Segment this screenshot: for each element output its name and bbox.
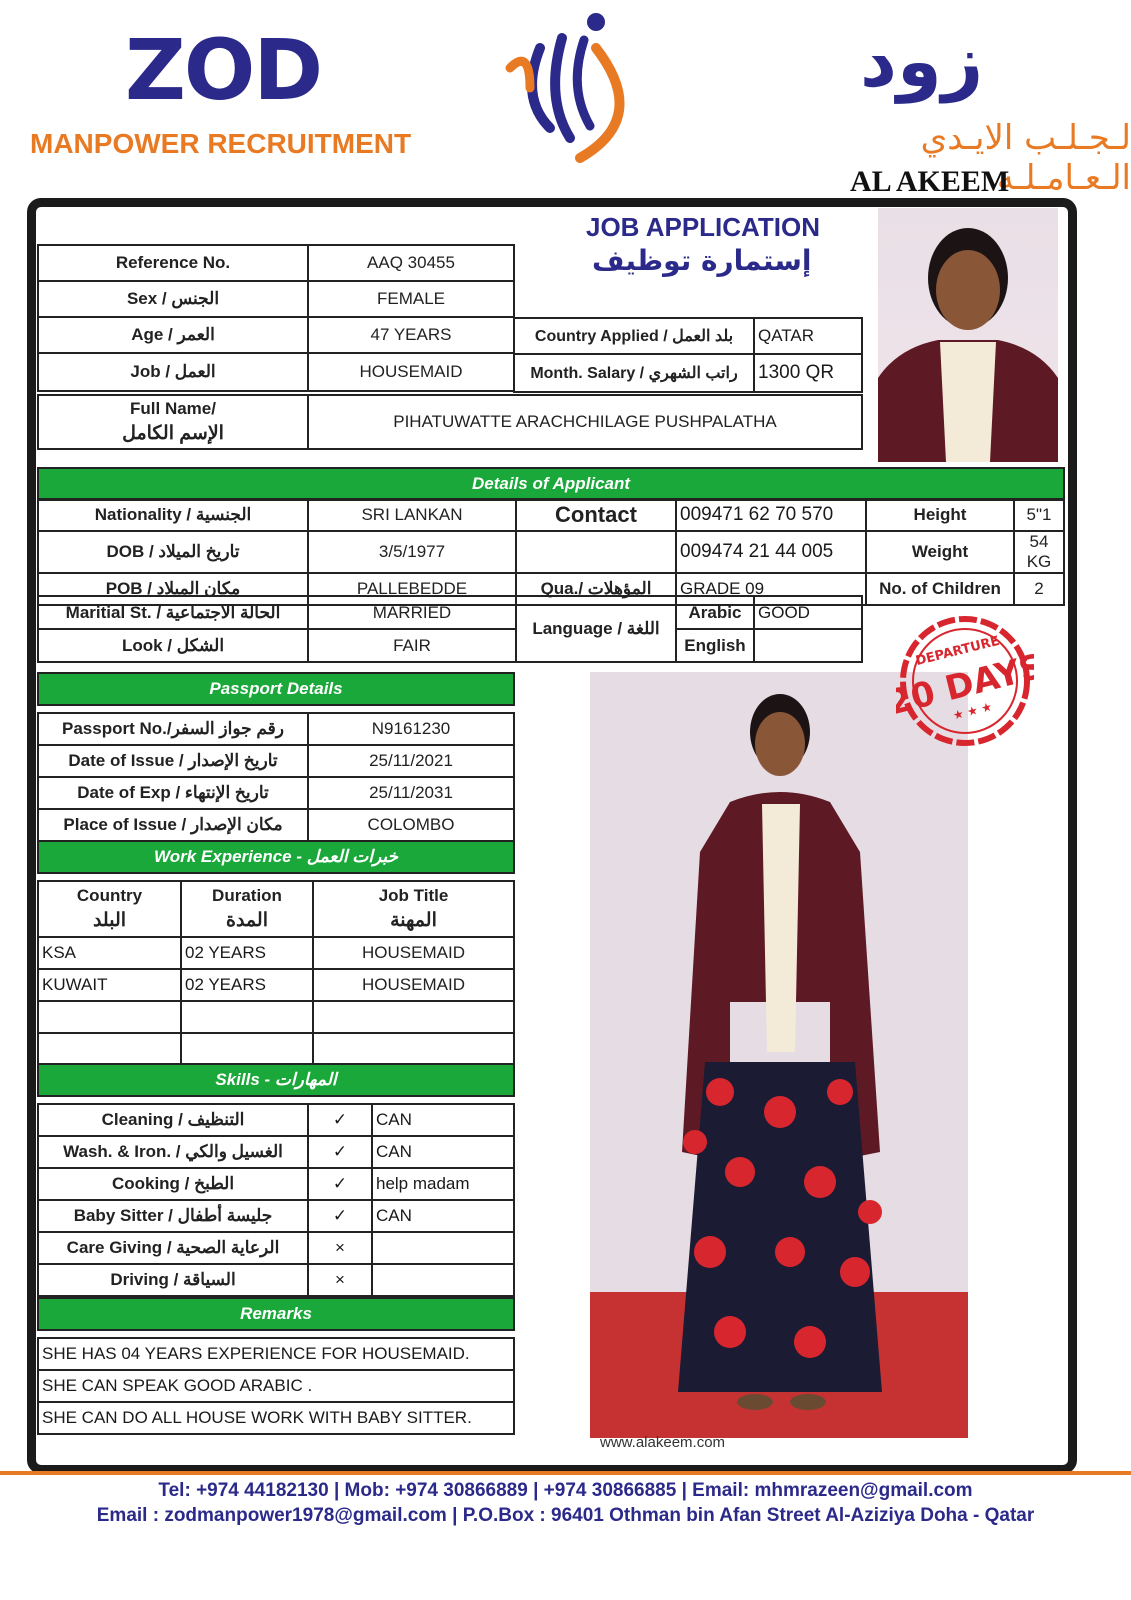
exp-job: HOUSEMAID — [313, 937, 514, 969]
stamp-main-text: 20 DAYS — [896, 646, 1034, 724]
table-row — [38, 1264, 514, 1296]
footer-address-line: Email : zodmanpower1978@gmail.com | P.O.Box : 96401 Othman bin Afan Street Al-Aziziya Doha - Qatar — [96, 1505, 1035, 1526]
experience-heading: Work Experience - خبرات العمل — [38, 841, 514, 873]
col-country — [38, 881, 181, 937]
english-label: English — [676, 629, 754, 662]
exp-duration: 02 YEARS — [181, 937, 313, 969]
footer-contact-line: Tel: +974 44182130 | Mob: +974 30866889 | +974 30866885 | Email: mhmrazeen@gmail.com — [158, 1480, 973, 1501]
col-job-ar: المهنة — [390, 909, 437, 931]
form-title: JOB APPLICATION — [586, 212, 821, 242]
footer-divider — [0, 1471, 1131, 1475]
nationality-value: SRI LANKAN — [308, 499, 516, 531]
passport-table — [37, 672, 515, 842]
qualification-label: Qua./ المؤهلات — [516, 573, 676, 605]
brand-arabic-subtitle: لـجـلـب الايـدي الـعـامـلـه — [920, 118, 1131, 198]
skill-label: Cooking / الطبخ — [38, 1168, 308, 1200]
table-row — [38, 1136, 514, 1168]
passport-place-label: Place of Issue / مكان الإصدار — [38, 809, 308, 841]
qualification-value: GRADE 09 — [676, 573, 866, 605]
fullname-value: PIHATUWATTE ARACHCHILAGE PUSHPALATHA — [308, 395, 862, 449]
passport-issue-value: 25/11/2021 — [308, 745, 514, 777]
fullname-label-ar: الإسم الكامل — [122, 422, 224, 444]
remarks-spacer — [38, 1330, 514, 1338]
marital-value: MARRIED — [308, 596, 516, 629]
list-item — [38, 1402, 514, 1434]
details-table — [37, 498, 1065, 606]
arabic-value: GOOD — [754, 596, 862, 629]
skill-label: Driving / السياقة — [38, 1264, 308, 1296]
skill-label: Care Giving / الرعاية الصحية — [38, 1232, 308, 1264]
brand-figure-logo — [500, 8, 640, 168]
passport-place-value: COLOMBO — [308, 809, 514, 841]
list-item — [38, 1338, 514, 1370]
stamp-top-text: DEPARTURE — [914, 633, 1002, 670]
exp-duration: 02 YEARS — [181, 969, 313, 1001]
remark-line: SHE CAN SPEAK GOOD ARABIC . — [38, 1370, 514, 1402]
skill-mark: ✓ — [308, 1104, 372, 1136]
table-row — [38, 1232, 514, 1264]
exp-country: KUWAIT — [38, 969, 181, 1001]
salary-label: Month. Salary / راتب الشهري — [514, 354, 754, 392]
exp-duration — [181, 1001, 313, 1033]
exp-country — [38, 1001, 181, 1033]
exp-duration — [181, 1033, 313, 1065]
children-value: 2 — [1014, 573, 1064, 605]
applicant-portrait-photo — [878, 208, 1058, 462]
fullname-label — [38, 395, 308, 449]
details-heading-label: Details of Applicant — [38, 468, 1064, 500]
col-duration-en: Duration — [212, 885, 282, 905]
passport-exp-value: 25/11/2031 — [308, 777, 514, 809]
language-label: Language / اللغة — [516, 596, 676, 662]
passport-exp-label: Date of Exp / تاريخ الإنتهاء — [38, 777, 308, 809]
skill-value — [372, 1232, 514, 1264]
details-table-lower — [37, 595, 863, 663]
skill-mark: × — [308, 1232, 372, 1264]
experience-table — [37, 840, 515, 1066]
stamp-star-icon: ★ ★ ★ — [951, 699, 994, 723]
table-row — [38, 1033, 514, 1065]
passport-no-value: N9161230 — [308, 713, 514, 745]
skill-mark: ✓ — [308, 1136, 372, 1168]
sex-value: FEMALE — [308, 281, 514, 317]
exp-job — [313, 1033, 514, 1065]
skill-mark: ✓ — [308, 1200, 372, 1232]
skill-value: help madam — [372, 1168, 514, 1200]
col-duration — [181, 881, 313, 937]
height-value: 5"1 — [1014, 499, 1064, 531]
skill-value: CAN — [372, 1200, 514, 1232]
applicant-full-photo — [590, 672, 968, 1438]
pob-label: POB / مكان الميلاد — [38, 573, 308, 605]
remarks-heading: Remarks — [38, 1298, 514, 1330]
remarks-table — [37, 1297, 515, 1435]
col-duration-ar: المدة — [226, 909, 268, 931]
skill-mark: ✓ — [308, 1168, 372, 1200]
arabic-label: Arabic — [676, 596, 754, 629]
pob-value: PALLEBEDDE — [308, 573, 516, 605]
reference-label: Reference No. — [38, 245, 308, 281]
sex-label: Sex / الجنس — [38, 281, 308, 317]
col-country-ar: البلد — [92, 909, 127, 931]
children-label: No. of Children — [866, 573, 1014, 605]
col-job — [313, 881, 514, 937]
english-value — [754, 629, 862, 662]
contact-value-1: 009471 62 70 570 — [676, 499, 866, 531]
look-value: FAIR — [308, 629, 516, 662]
skill-value: CAN — [372, 1104, 514, 1136]
skills-spacer — [38, 1096, 514, 1104]
skill-label: Baby Sitter / جليسة أطفال — [38, 1200, 308, 1232]
age-label: Age / العمر — [38, 317, 308, 353]
contact-label: Contact — [516, 499, 676, 531]
fullname-table — [37, 394, 863, 450]
stamp-graphic — [896, 612, 1034, 750]
exp-job — [313, 1001, 514, 1033]
exp-job: HOUSEMAID — [313, 969, 514, 1001]
skill-label: Wash. & Iron. / الغسيل والكي — [38, 1136, 308, 1168]
country-value: QATAR — [754, 318, 862, 354]
table-row — [38, 1001, 514, 1033]
brand-arabic-logo: زود — [860, 19, 984, 103]
departure-stamp — [896, 612, 1034, 750]
basic-info-table — [37, 244, 515, 392]
contact-value-2: 009474 21 44 005 — [676, 531, 866, 573]
skills-heading: Skills - المهارات — [38, 1064, 514, 1096]
website-url: www.alakeem.com — [600, 1434, 726, 1451]
table-row — [38, 1168, 514, 1200]
nationality-label: Nationality / الجنسية — [38, 499, 308, 531]
form-title-arabic: إستمارة توظيف — [592, 244, 812, 277]
passport-issue-label: Date of Issue / تاريخ الإصدار — [38, 745, 308, 777]
weight-value: 54 KG — [1014, 531, 1064, 573]
exp-country: KSA — [38, 937, 181, 969]
col-job-en: Job Title — [378, 885, 449, 905]
fullname-label-en: Full Name/ — [130, 398, 216, 418]
job-value: HOUSEMAID — [308, 353, 514, 391]
passport-no-label: Passport No./رقم جواز السفر — [38, 713, 308, 745]
details-heading — [37, 467, 1065, 501]
dob-value: 3/5/1977 — [308, 531, 516, 573]
table-row — [38, 937, 514, 969]
list-item — [38, 1370, 514, 1402]
skills-table — [37, 1063, 515, 1297]
country-label: Country Applied / بلد العمل — [514, 318, 754, 354]
experience-spacer — [38, 873, 514, 881]
skill-value — [372, 1264, 514, 1296]
look-label: Look / الشكل — [38, 629, 308, 662]
contact-empty-cell — [516, 531, 676, 573]
remark-line: SHE CAN DO ALL HOUSE WORK WITH BABY SITTER. — [38, 1402, 514, 1434]
table-row — [38, 1104, 514, 1136]
job-label: Job / العمل — [38, 353, 308, 391]
brand-subtitle: MANPOWER RECRUITMENT — [30, 128, 412, 159]
age-value: 47 YEARS — [308, 317, 514, 353]
salary-value: 1300 QR — [754, 354, 862, 392]
weight-label: Weight — [866, 531, 1014, 573]
col-country-en: Country — [76, 885, 143, 905]
table-row — [38, 969, 514, 1001]
skill-value: CAN — [372, 1136, 514, 1168]
skill-label: Cleaning / التنظيف — [38, 1104, 308, 1136]
height-label: Height — [866, 499, 1014, 531]
marital-label: Maritial St. / الحالة الاجتماعية — [38, 596, 308, 629]
dob-label: DOB / تاريخ الميلاد — [38, 531, 308, 573]
remark-line: SHE HAS 04 YEARS EXPERIENCE FOR HOUSEMAID. — [38, 1338, 514, 1370]
passport-heading: Passport Details — [38, 673, 514, 705]
brand-logo-text: ZOD — [125, 21, 322, 119]
table-row — [38, 1200, 514, 1232]
country-salary-table — [513, 317, 863, 393]
skill-mark: × — [308, 1264, 372, 1296]
passport-spacer — [38, 705, 514, 713]
exp-country — [38, 1033, 181, 1065]
company-name: AL AKEEM — [850, 165, 1010, 198]
reference-value: AAQ 30455 — [308, 245, 514, 281]
